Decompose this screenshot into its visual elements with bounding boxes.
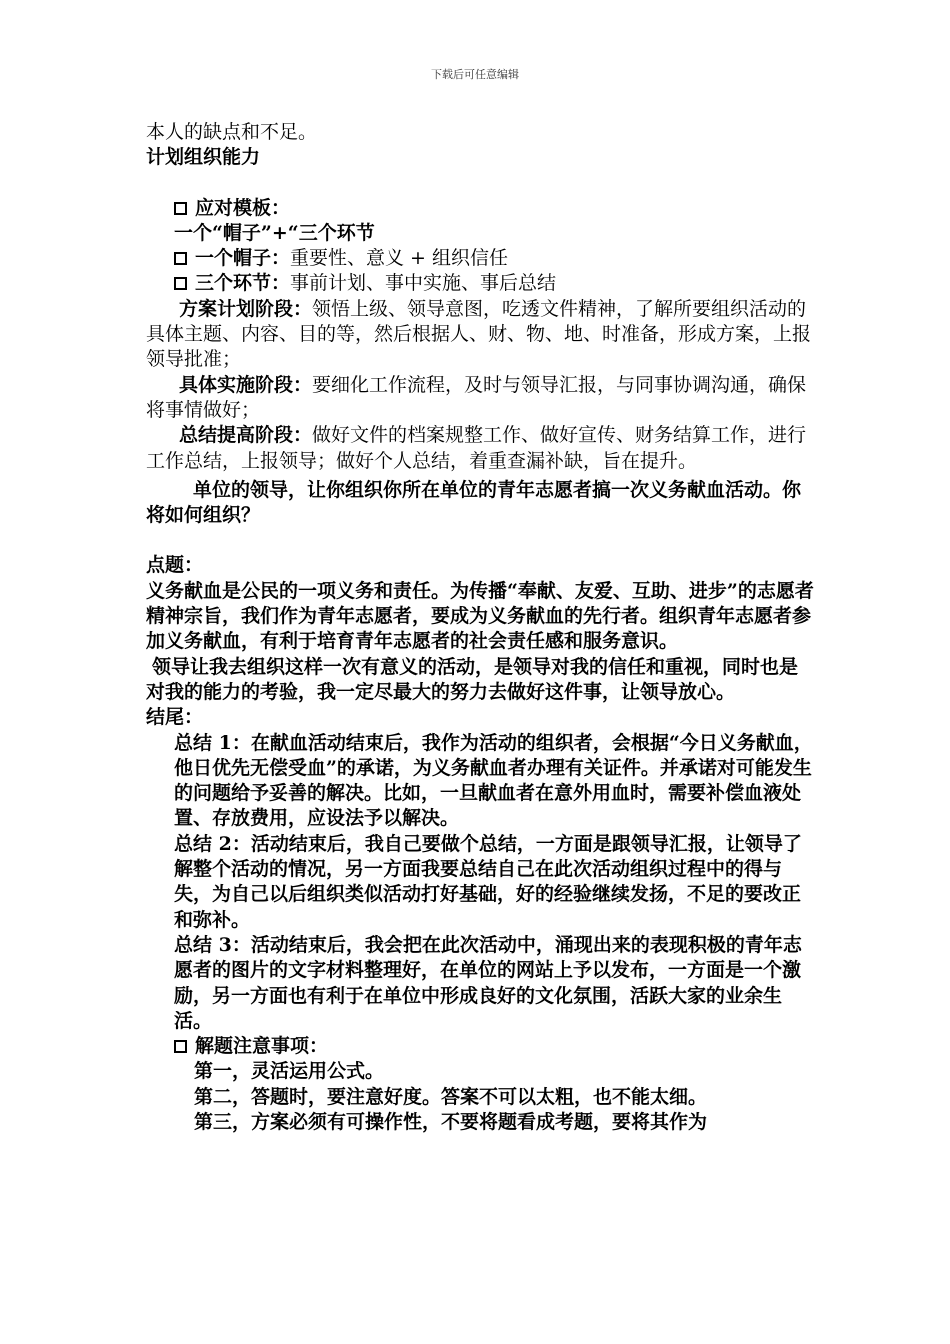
template-formula: 一个“帽子”+“三个环节	[174, 221, 375, 244]
checkbox-icon	[174, 277, 187, 290]
links-line: 三个环节：事前计划、事中实施、事后总结	[146, 271, 816, 296]
point-label: 点题：	[146, 554, 204, 577]
phase-implement: 具体实施阶段：要细化工作流程，及时与领导汇报，与同事协调沟通，确保将事情做好；	[146, 373, 807, 421]
hat-line: 一个帽子：重要性、意义 + 组织信任	[146, 246, 816, 271]
intro-line: 本人的缺点和不足。	[146, 121, 318, 143]
document-body	[146, 120, 816, 1135]
point-paragraph-2: 领导让我去组织这样一次有意义的活动，是领导对我的信任和重视，同时也是对我的能力的考验，我一定尽最大的努力去做好这件事，让领导放心。	[146, 655, 799, 703]
checkbox-icon	[174, 202, 187, 215]
summary-3: 总结 3：活动结束后，我会把在此次活动中，涌现出来的表现积极的青年志愿者的图片的文字材料整理好，在单位的网站上予以发布，一方面是一个激励，另一方面也有利于在单位中形成良好的文化氛围，活跃大家的业余生活。	[174, 933, 802, 1032]
template-heading: 应对模板：	[146, 196, 816, 221]
point-paragraph-1: 义务献血是公民的一项义务和责任。为传播“奉献、友爱、互助、进步”的志愿者精神宗旨，我们作为青年志愿者，要成为义务献血的先行者。组织青年志愿者参加义务献血，有利于培育青年志愿者的社会责任感和服务意识。	[146, 579, 814, 653]
summary-2: 总结 2：活动结束后，我自己要做个总结，一方面是跟领导汇报，让领导了解整个活动的情况，另一方面我要总结自己在此次活动组织过程中的得与失，为自己以后组织类似活动打好基础，好的经验继续发扬，不足的要改正和弥补。	[174, 832, 802, 931]
note-1: 第一，灵活运用公式。	[194, 1060, 385, 1083]
ending-label: 结尾：	[146, 706, 204, 729]
section-title: 计划组织能力	[146, 146, 261, 169]
summary-1: 总结 1：在献血活动结束后，我作为活动的组织者，会根据“今日义务献血，他日优先无偿受血”的承诺，为义务献血者办理有关证件。并承诺对可能发生的问题给予妥善的解决。比如，一旦献血者在意外用血时，需要补偿血液处置、存放费用，应设法予以解决。	[174, 731, 813, 830]
note-2: 第二，答题时，要注意好度。答案不可以太粗，也不能太细。	[194, 1085, 708, 1108]
checkbox-icon	[174, 252, 187, 265]
question-text: 单位的领导，让你组织你所在单位的青年志愿者搞一次义务献血活动。你将如何组织？	[146, 478, 802, 527]
phase-summary: 总结提高阶段：做好文件的档案规整工作、做好宣传、财务结算工作，进行工作总结，上报领导；做好个人总结，着重查漏补缺，旨在提升。	[146, 424, 807, 472]
phase-plan: 方案计划阶段：领悟上级、领导意图，吃透文件精神，了解所要组织活动的具体主题、内容、目的等，然后根据人、财、物、地、时准备，形成方案，上报领导批准；	[146, 297, 812, 371]
checkbox-icon	[174, 1040, 187, 1053]
notes-heading: 解题注意事项：	[146, 1034, 816, 1059]
note-3: 第三，方案必须有可操作性，不要将题看成考题，要将其作为	[194, 1110, 708, 1133]
page-header: 下载后可任意编辑	[431, 68, 519, 81]
